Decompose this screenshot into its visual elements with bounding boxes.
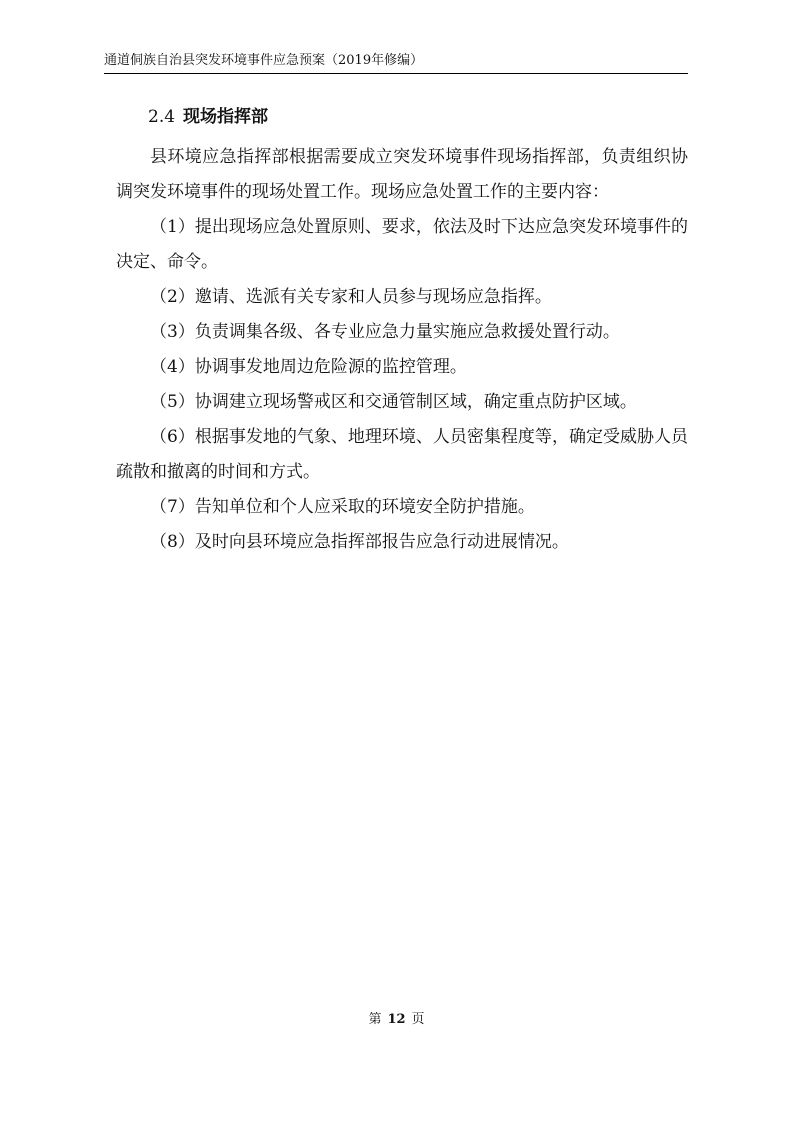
page-footer bbox=[0, 1010, 793, 1030]
list-item-1: （1）提出现场应急处置原则、要求，依法及时下达应急突发环境事件的决定、命令。 bbox=[116, 217, 688, 272]
paragraph-intro: 县环境应急指挥部根据需要成立突发环境事件现场指挥部，负责组织协调突发环境事件的现场处置工作。现场应急处置工作的主要内容： bbox=[116, 147, 688, 202]
section-heading bbox=[148, 102, 268, 132]
list-item-3: （3）负责调集各级、各专业应急力量实施应急救援处置行动。 bbox=[150, 322, 620, 342]
page-number: 12 bbox=[387, 1012, 406, 1027]
list-item-2: （2）邀请、选派有关专家和人员参与现场应急指挥。 bbox=[150, 287, 552, 307]
list-item-6: （6）根据事发地的气象、地理环境、人员密集程度等，确定受威胁人员疏散和撤离的时间和方式。 bbox=[116, 427, 688, 482]
list-item-5: （5）协调建立现场警戒区和交通管制区域，确定重点防护区域。 bbox=[150, 392, 637, 412]
list-item-4: （4）协调事发地周边危险源的监控管理。 bbox=[150, 357, 467, 377]
list-item-7: （7）告知单位和个人应采取的环境安全防护措施。 bbox=[150, 497, 535, 517]
footer-suffix: 页 bbox=[411, 1012, 425, 1027]
section-title: 现场指挥部 bbox=[183, 107, 269, 127]
body-text bbox=[116, 140, 688, 560]
header-divider bbox=[104, 73, 688, 74]
footer-prefix: 第 bbox=[368, 1012, 382, 1027]
running-header: 通道侗族自治县突发环境事件应急预案（2019年修编） bbox=[104, 53, 424, 68]
list-item-8: （8）及时向县环境应急指挥部报告应急行动进展情况。 bbox=[150, 532, 569, 552]
section-number: 2.4 bbox=[148, 107, 176, 127]
